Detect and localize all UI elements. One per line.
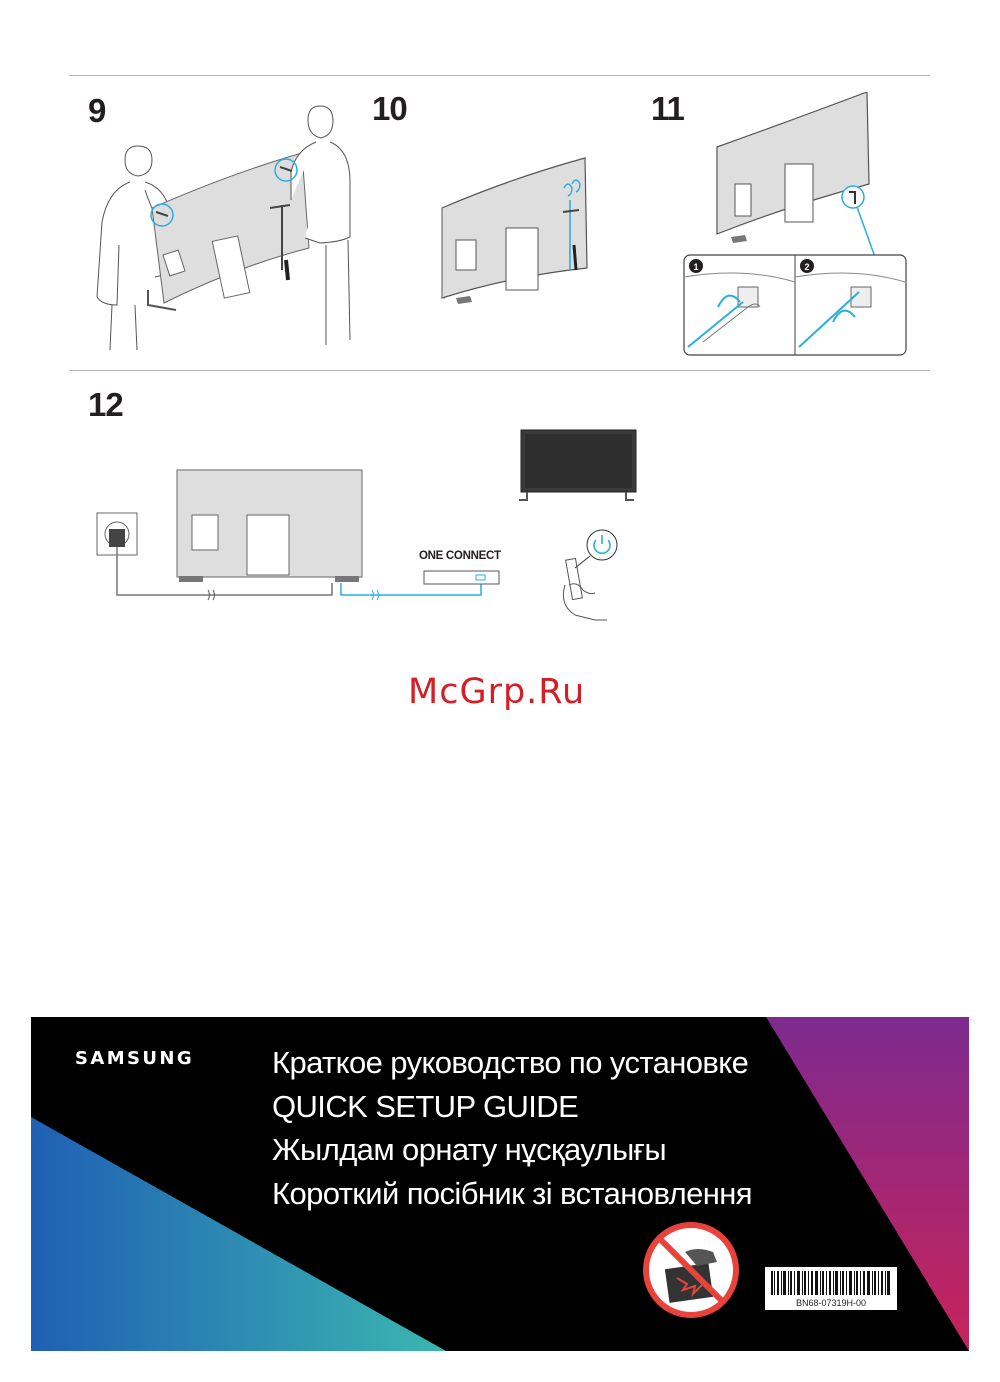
title-russian: Краткое руководство по установке xyxy=(272,1045,749,1080)
barcode-icon xyxy=(771,1271,891,1295)
barcode-number: BN68-07319H-00 xyxy=(795,1298,867,1308)
cover-banner xyxy=(31,1017,969,1351)
guide-titles xyxy=(272,1041,752,1215)
step-number-10: 10 xyxy=(372,90,407,127)
no-lift-warning-icon xyxy=(643,1222,739,1318)
step11-illustration xyxy=(683,92,908,358)
watermark-text: McGrp.Ru xyxy=(408,672,586,712)
step10-illustration xyxy=(440,150,600,310)
step-number-11: 11 xyxy=(651,90,684,127)
samsung-logo: SAMSUNG xyxy=(75,1048,195,1069)
title-ukrainian: Короткий посібник зі встановлення xyxy=(272,1175,752,1211)
power-icon xyxy=(575,530,617,568)
one-connect-label: ONE CONNECT xyxy=(419,550,501,562)
title-english: QUICK SETUP GUIDE xyxy=(272,1088,579,1124)
callout-2: 2 xyxy=(804,262,810,272)
barcode-label xyxy=(765,1267,897,1310)
step9-illustration xyxy=(90,100,370,355)
step-number-9: 9 xyxy=(88,92,106,129)
callout-1: 1 xyxy=(693,262,699,272)
title-kazakh: Жылдам орнату нұсқаулығы xyxy=(272,1132,667,1167)
step-number-12: 12 xyxy=(88,386,123,423)
step12-illustration xyxy=(95,425,655,630)
middle-divider xyxy=(69,370,930,371)
remote-hand-icon xyxy=(563,558,607,620)
top-divider xyxy=(69,75,930,76)
